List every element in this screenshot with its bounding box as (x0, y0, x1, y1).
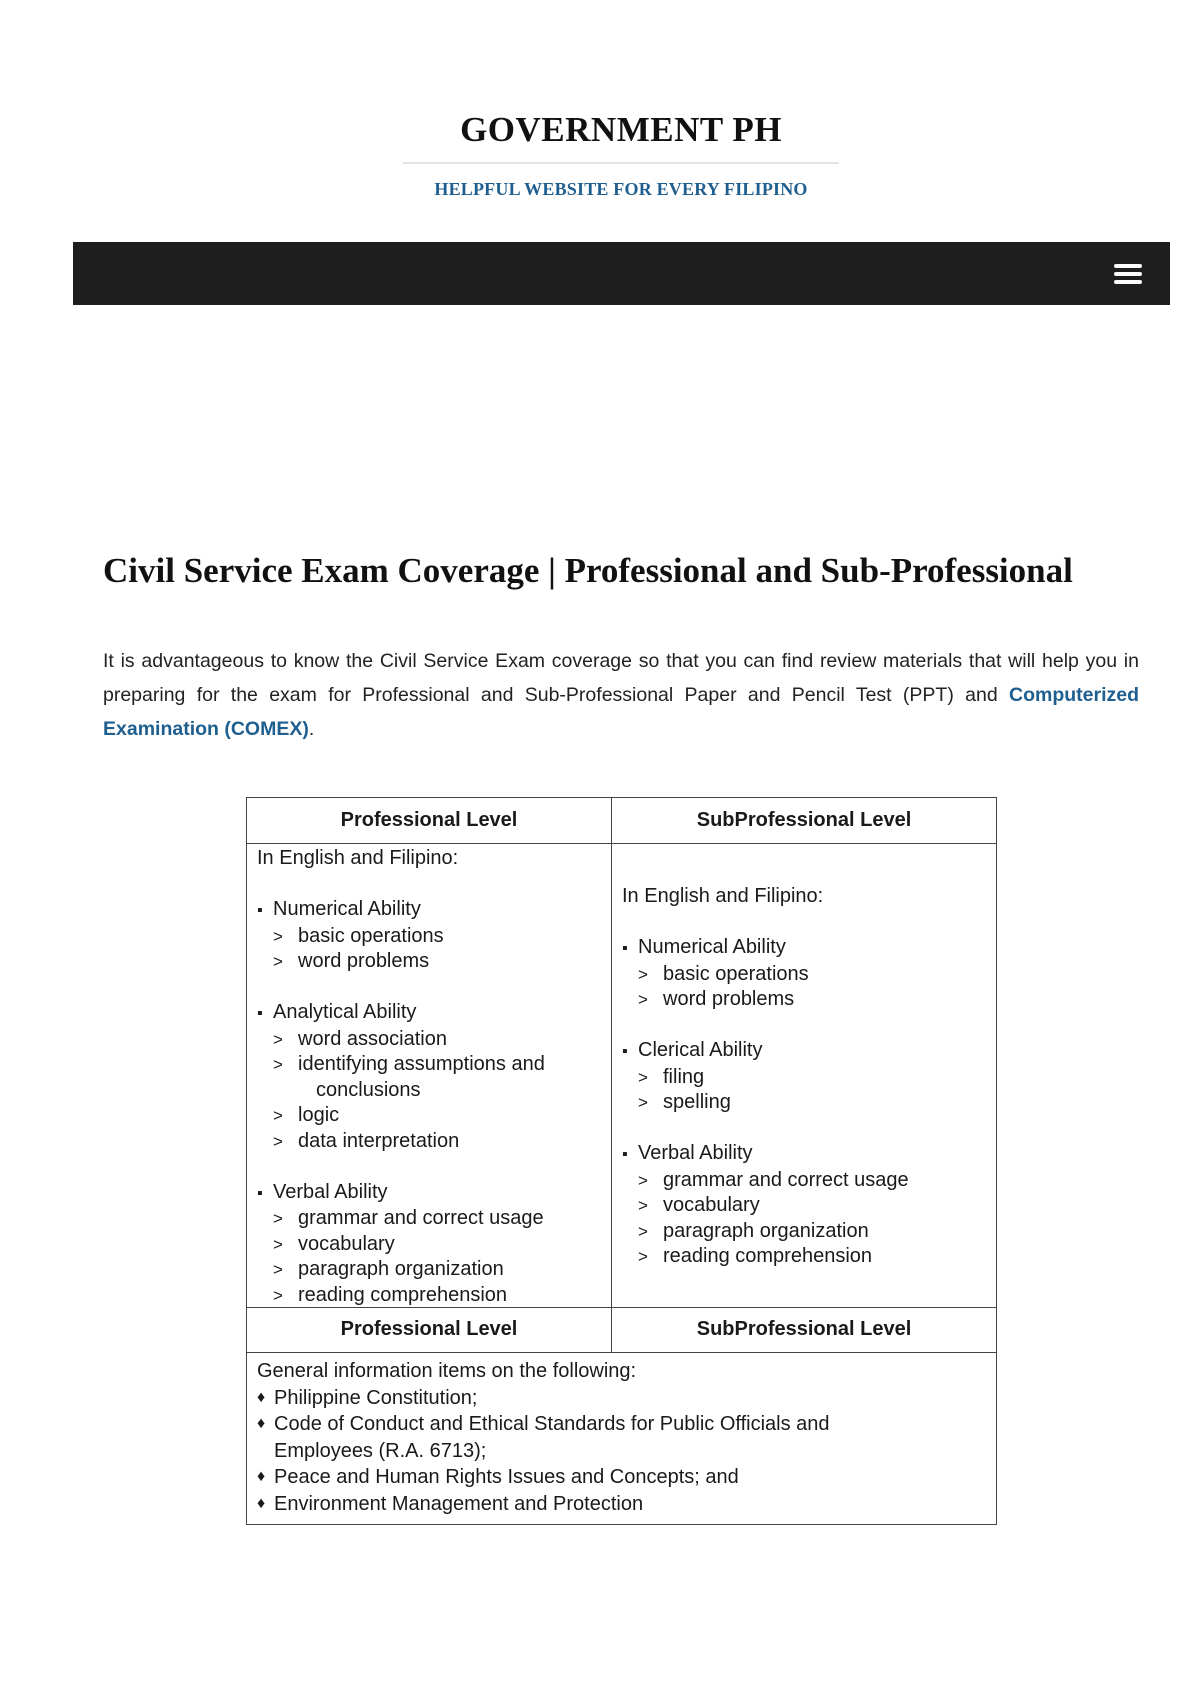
post-title: Civil Service Exam Coverage | Professional and Sub-Professional (103, 551, 1073, 590)
column-divider (611, 798, 612, 1307)
menu-bar-line (1114, 264, 1142, 268)
pro-ana-2b: conclusions (316, 1078, 421, 1101)
header-professional: Professional Level (340, 809, 518, 831)
pro-num-2: > word problems (257, 949, 607, 975)
table-divider (247, 843, 996, 844)
sub-cle-1: > filing (622, 1065, 992, 1091)
sub-ver-4: > reading comprehension (622, 1244, 992, 1270)
main-navbar (73, 242, 1170, 305)
sub-ver-2: > vocabulary (622, 1193, 992, 1219)
general-item-2-cont: Employees (R.A. 6713); (274, 1439, 487, 1462)
pro-ver-3: > paragraph organization (257, 1257, 607, 1283)
menu-bar-line (1114, 272, 1142, 276)
pro-ana-1: > word association (257, 1027, 607, 1053)
table-divider (247, 1352, 996, 1353)
sub-ver-3: > paragraph organization (622, 1219, 992, 1245)
sub-intro: In English and Filipino: (622, 885, 824, 907)
pro-numerical: ▪ Numerical Ability (257, 897, 607, 924)
site-tagline: HELPFUL WEBSITE FOR EVERY FILIPINO (434, 179, 808, 199)
intro-text: It is advantageous to know the Civil Service Exam coverage so that you can find review materials that will help you in preparing for the exam for Professional and Sub-Professional Paper and Pencil Test (PPT) and (103, 650, 1139, 706)
general-intro: General information items on the following: (257, 1360, 637, 1382)
sub-numerical: ▪ Numerical Ability (622, 935, 992, 962)
sub-cle-2: > spelling (622, 1090, 992, 1116)
pro-ver-4: > reading comprehension (257, 1283, 607, 1309)
pro-ana-4: > data interpretation (257, 1129, 607, 1155)
general-item-1: ♦ Philippine Constitution; (257, 1385, 987, 1412)
professional-coverage (257, 846, 607, 1308)
general-item-3: ♦ Peace and Human Rights Issues and Concepts; and (257, 1464, 987, 1491)
title-divider (403, 162, 839, 164)
pro-ana-2: > identifying assumptions and (257, 1052, 607, 1078)
general-item-4: ♦ Environment Management and Protection (257, 1491, 987, 1518)
pro-analytical: ▪ Analytical Ability (257, 1000, 607, 1027)
hamburger-menu-icon[interactable] (1114, 264, 1142, 284)
exam-coverage-table (246, 797, 997, 1525)
comex-link[interactable]: Computerized Examination (COMEX) (103, 684, 1139, 740)
subprofessional-coverage (622, 884, 992, 1270)
post-intro (103, 644, 1139, 746)
header-subprofessional: SubProfessional Level (696, 809, 912, 831)
sub-num-1: > basic operations (622, 962, 992, 988)
sub-clerical: ▪ Clerical Ability (622, 1038, 992, 1065)
general-information (257, 1358, 987, 1517)
sub-num-2: > word problems (622, 987, 992, 1013)
sub-verbal: ▪ Verbal Ability (622, 1141, 992, 1168)
header2-professional: Professional Level (340, 1318, 518, 1340)
menu-bar-line (1114, 280, 1142, 284)
pro-intro: In English and Filipino: (257, 847, 459, 869)
pro-ana-3: > logic (257, 1103, 607, 1129)
header2-subprofessional: SubProfessional Level (696, 1318, 912, 1340)
site-title[interactable]: GOVERNMENT PH (460, 110, 782, 149)
sub-ver-1: > grammar and correct usage (622, 1168, 992, 1194)
pro-verbal: ▪ Verbal Ability (257, 1180, 607, 1207)
general-item-2: ♦ Code of Conduct and Ethical Standards for Public Officials and (257, 1411, 987, 1438)
pro-num-1: > basic operations (257, 924, 607, 950)
pro-ver-2: > vocabulary (257, 1232, 607, 1258)
pro-ver-1: > grammar and correct usage (257, 1206, 607, 1232)
intro-end: . (308, 718, 315, 740)
